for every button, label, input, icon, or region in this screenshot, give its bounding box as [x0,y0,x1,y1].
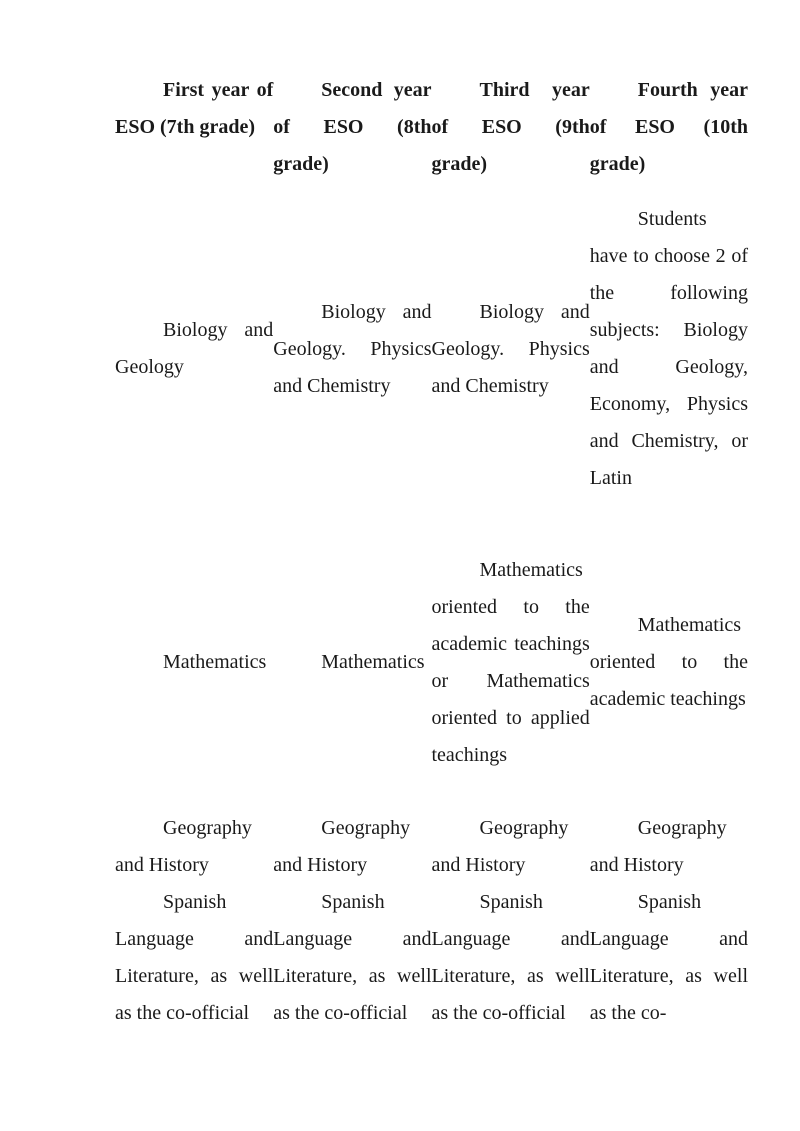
table-cell: Spanish Language and Literature, as well as the co- [589,891,748,1024]
table-cell: Spanish Language and Literature, as well as the co-official [431,891,590,1024]
table-cell: Geography and History [431,817,569,876]
eso-subjects-table [115,72,748,1032]
table-cell: Mathematics [321,651,425,673]
table-cell: Mathematics [163,651,267,673]
table-cell: Geography and History [589,817,727,876]
table-cell: Geography and History [273,817,411,876]
table-cell: Spanish Language and Literature, as well as the co-official [273,891,432,1024]
table-row [115,810,748,884]
table-cell: Spanish Language and Literature, as well as the co-official [115,891,274,1024]
table-cell: Biology and Geology. Physics and Chemistry [273,300,432,397]
table-header-row [115,72,748,183]
header-third-year: Third year of ESO (9th grade) [431,79,590,175]
table-cell: Mathematics oriented to the academic teachings [589,614,748,710]
table-row [115,515,748,810]
table-row [115,884,748,1032]
header-second-year: Second year of ESO (8th grade) [273,79,432,175]
table-cell: Biology and Geology [115,319,274,378]
header-fourth-year: Fourth year of ESO (10th grade) [589,79,748,175]
table-row [115,183,748,515]
header-first-year: First year of ESO (7th grade) [115,79,274,138]
table-cell: Geography and History [115,817,252,876]
table-cell: Students have to choose 2 of the following subjects: Biology and Geology, Economy, Physics and Chemistry, or Latin [589,208,748,489]
table-cell: Mathematics oriented to the academic teachings or Mathematics oriented to applied teachings [431,558,590,766]
table-cell: Biology and Geology. Physics and Chemistry [431,300,590,397]
